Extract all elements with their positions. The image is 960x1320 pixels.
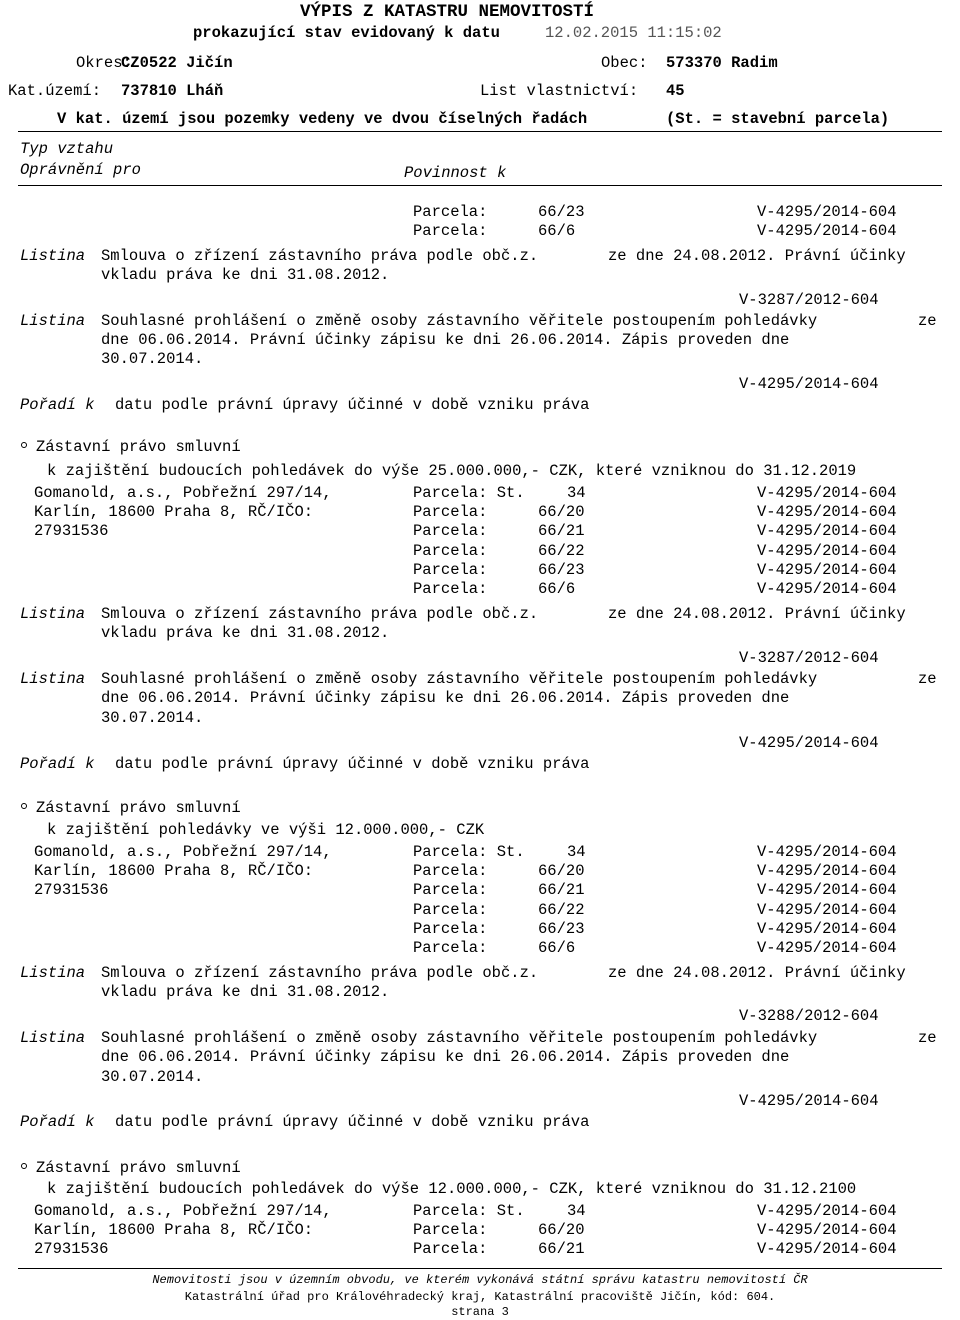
parcel-label: Parcela: St.: [413, 843, 525, 861]
parcel-ref: V-4295/2014-604: [757, 1240, 897, 1258]
owner-line: Karlín, 18600 Praha 8, RČ/IČO:: [34, 862, 314, 880]
bullet-icon: [21, 803, 27, 809]
parcel-number: 66/21: [538, 522, 585, 540]
katuzemi-value: 737810 Lháň: [121, 82, 224, 100]
poradi-text: datu podle právní úpravy účinné v době vzniku práva: [115, 1113, 590, 1131]
listina-ref: V-3287/2012-604: [739, 291, 879, 309]
section-description: k zajištění pohledávky ve výši 12.000.000,- CZK: [47, 821, 485, 839]
parcel-ref: V-4295/2014-604: [757, 901, 897, 919]
parcel-ref: V-4295/2014-604: [757, 920, 897, 938]
owner-line: Gomanold, a.s., Pobřežní 297/14,: [34, 484, 332, 502]
owner-line: 27931536: [34, 881, 109, 899]
listina-date: ze dne 24.08.2012. Právní účinky: [608, 605, 906, 623]
listina-text: Souhlasné prohlášení o změně osoby zástavního věřitele postoupením pohledávky: [101, 670, 818, 688]
page-number: strana 3: [451, 1305, 509, 1319]
bullet-icon: [21, 442, 27, 448]
listina-text: Smlouva o zřízení zástavního práva podle obč.z.: [101, 964, 539, 982]
owner-line: Karlín, 18600 Praha 8, RČ/IČO:: [34, 1221, 314, 1239]
owner-line: 27931536: [34, 1240, 109, 1258]
listina-text: vkladu práva ke dni 31.08.2012.: [101, 624, 390, 642]
poradi-text: datu podle právní úpravy účinné v době vzniku práva: [115, 755, 590, 773]
listina-ref: V-4295/2014-604: [739, 1092, 879, 1110]
listina-text: dne 06.06.2014. Právní účinky zápisu ke dni 26.06.2014. Zápis proveden dne: [101, 689, 790, 707]
listina-label: Listina: [20, 605, 86, 623]
parcel-ref: V-4295/2014-604: [757, 522, 897, 540]
footer-line-1: Nemovitosti jsou v územním obvodu, ve kterém vykonává státní správu katastru nemovitostí ČR: [152, 1273, 808, 1287]
listina-ref: V-4295/2014-604: [739, 734, 879, 752]
listina-text: vkladu práva ke dni 31.08.2012.: [101, 983, 390, 1001]
document-date: 12.02.2015 11:15:02: [545, 24, 722, 42]
parcel-number: 66/20: [538, 1221, 585, 1239]
poradi-label: Pořadí k: [20, 396, 95, 414]
listina-date: ze dne 24.08.2012. Právní účinky: [608, 964, 906, 982]
owner-line: Karlín, 18600 Praha 8, RČ/IČO:: [34, 503, 314, 521]
document-subtitle: prokazující stav evidovaný k datu: [193, 24, 500, 42]
parcel-ref: V-4295/2014-604: [757, 881, 897, 899]
listina-label: Listina: [20, 312, 86, 330]
parcel-label: Parcela:: [413, 203, 488, 221]
parcel-number: 66/6: [538, 222, 576, 240]
katuzemi-label: Kat.území:: [8, 82, 102, 100]
obec-value: 573370 Radim: [666, 54, 778, 72]
parcel-ref: V-4295/2014-604: [757, 542, 897, 560]
footer-line-2: Katastrální úřad pro Královéhradecký kraj, Katastrální pracoviště Jičín, kód: 604.: [184, 1290, 776, 1304]
lv-label: List vlastnictví:: [480, 82, 639, 100]
parcel-label: Parcela:: [413, 920, 488, 938]
listina-ze: ze: [918, 312, 937, 330]
listina-text: 30.07.2014.: [101, 709, 204, 727]
listina-date: ze dne 24.08.2012. Právní účinky: [608, 247, 906, 265]
parcel-number: 66/22: [538, 542, 585, 560]
stavebni-parcela-note: (St. = stavební parcela): [666, 110, 890, 128]
owner-line: Gomanold, a.s., Pobřežní 297/14,: [34, 1202, 332, 1220]
listina-text: dne 06.06.2014. Právní účinky zápisu ke dni 26.06.2014. Zápis proveden dne: [101, 1048, 790, 1066]
parcel-number: 66/6: [538, 580, 576, 598]
section-title: Zástavní právo smluvní: [36, 799, 241, 817]
lv-value: 45: [666, 82, 685, 100]
parcel-ref: V-4295/2014-604: [757, 561, 897, 579]
parcel-label: Parcela:: [413, 939, 488, 957]
listina-ref: V-3287/2012-604: [739, 649, 879, 667]
parcel-ref: V-4295/2014-604: [757, 503, 897, 521]
parcel-label: Parcela:: [413, 222, 488, 240]
parcel-number: 66/20: [538, 862, 585, 880]
listina-text: Smlouva o zřízení zástavního práva podle obč.z.: [101, 605, 539, 623]
parcel-ref: V-4295/2014-604: [757, 222, 897, 240]
parcel-number: 66/22: [538, 901, 585, 919]
parcel-ref: V-4295/2014-604: [757, 1221, 897, 1239]
okres-label: Okres:: [76, 54, 132, 72]
parcel-label: Parcela:: [413, 542, 488, 560]
section-title: Zástavní právo smluvní: [36, 1159, 241, 1177]
parcel-number: 66/20: [538, 503, 585, 521]
parcel-ref: V-4295/2014-604: [757, 862, 897, 880]
poradi-label: Pořadí k: [20, 1113, 95, 1131]
listina-text: Souhlasné prohlášení o změně osoby zástavního věřitele postoupením pohledávky: [101, 312, 818, 330]
column-typ-vztahu: Typ vztahu: [20, 140, 114, 158]
parcel-label: Parcela:: [413, 881, 488, 899]
parcel-ref: V-4295/2014-604: [757, 843, 897, 861]
parcel-label: Parcela:: [413, 522, 488, 540]
header-divider-top: [18, 131, 942, 132]
header-divider-bottom: [18, 185, 942, 186]
listina-label: Listina: [20, 964, 86, 982]
owner-line: Gomanold, a.s., Pobřežní 297/14,: [34, 843, 332, 861]
parcel-ref: V-4295/2014-604: [757, 939, 897, 957]
listina-label: Listina: [20, 670, 86, 688]
listina-text: Souhlasné prohlášení o změně osoby zástavního věřitele postoupením pohledávky: [101, 1029, 818, 1047]
okres-value: CZ0522 Jičín: [121, 54, 233, 72]
section-description: k zajištění budoucích pohledávek do výše 25.000.000,- CZK, které vzniknou do 31.12.2019: [47, 462, 857, 480]
owner-line: 27931536: [34, 522, 109, 540]
parcel-ref: V-4295/2014-604: [757, 580, 897, 598]
listina-text: 30.07.2014.: [101, 1068, 204, 1086]
bullet-icon: [21, 1163, 27, 1169]
parcel-label: Parcela:: [413, 1221, 488, 1239]
section-title: Zástavní právo smluvní: [36, 438, 241, 456]
parcel-number: 34: [567, 1202, 586, 1220]
parcel-ref: V-4295/2014-604: [757, 484, 897, 502]
parcel-label: Parcela:: [413, 561, 488, 579]
column-povinnost: Povinnost k: [404, 164, 507, 182]
parcel-label: Parcela: St.: [413, 484, 525, 502]
listina-text: dne 06.06.2014. Právní účinky zápisu ke dni 26.06.2014. Zápis proveden dne: [101, 331, 790, 349]
parcel-label: Parcela:: [413, 503, 488, 521]
parcel-number: 66/6: [538, 939, 576, 957]
listina-text: vkladu práva ke dni 31.08.2012.: [101, 266, 390, 284]
listina-label: Listina: [20, 247, 86, 265]
parcel-number: 66/23: [538, 920, 585, 938]
parcel-label: Parcela:: [413, 580, 488, 598]
parcel-label: Parcela:: [413, 901, 488, 919]
parcel-number: 66/23: [538, 203, 585, 221]
obec-label: Obec:: [601, 54, 648, 72]
parcel-ref: V-4295/2014-604: [757, 203, 897, 221]
parcel-number: 34: [567, 843, 586, 861]
document-title: VÝPIS Z KATASTRU NEMOVITOSTÍ: [300, 2, 595, 22]
poradi-label: Pořadí k: [20, 755, 95, 773]
listina-ze: ze: [918, 1029, 937, 1047]
listina-label: Listina: [20, 1029, 86, 1047]
number-series-note: V kat. území jsou pozemky vedeny ve dvou číselných řadách: [57, 110, 588, 128]
parcel-number: 66/23: [538, 561, 585, 579]
listina-ref: V-3288/2012-604: [739, 1007, 879, 1025]
listina-text: 30.07.2014.: [101, 350, 204, 368]
parcel-label: Parcela:: [413, 1240, 488, 1258]
section-description: k zajištění budoucích pohledávek do výše 12.000.000,- CZK, které vzniknou do 31.12.2100: [47, 1180, 857, 1198]
parcel-number: 66/21: [538, 881, 585, 899]
parcel-label: Parcela: St.: [413, 1202, 525, 1220]
listina-ref: V-4295/2014-604: [739, 375, 879, 393]
parcel-number: 34: [567, 484, 586, 502]
listina-text: Smlouva o zřízení zástavního práva podle obč.z.: [101, 247, 539, 265]
column-opravneni: Oprávnění pro: [20, 161, 141, 179]
footer-divider: [18, 1268, 942, 1269]
parcel-label: Parcela:: [413, 862, 488, 880]
poradi-text: datu podle právní úpravy účinné v době vzniku práva: [115, 396, 590, 414]
parcel-ref: V-4295/2014-604: [757, 1202, 897, 1220]
listina-ze: ze: [918, 670, 937, 688]
parcel-number: 66/21: [538, 1240, 585, 1258]
